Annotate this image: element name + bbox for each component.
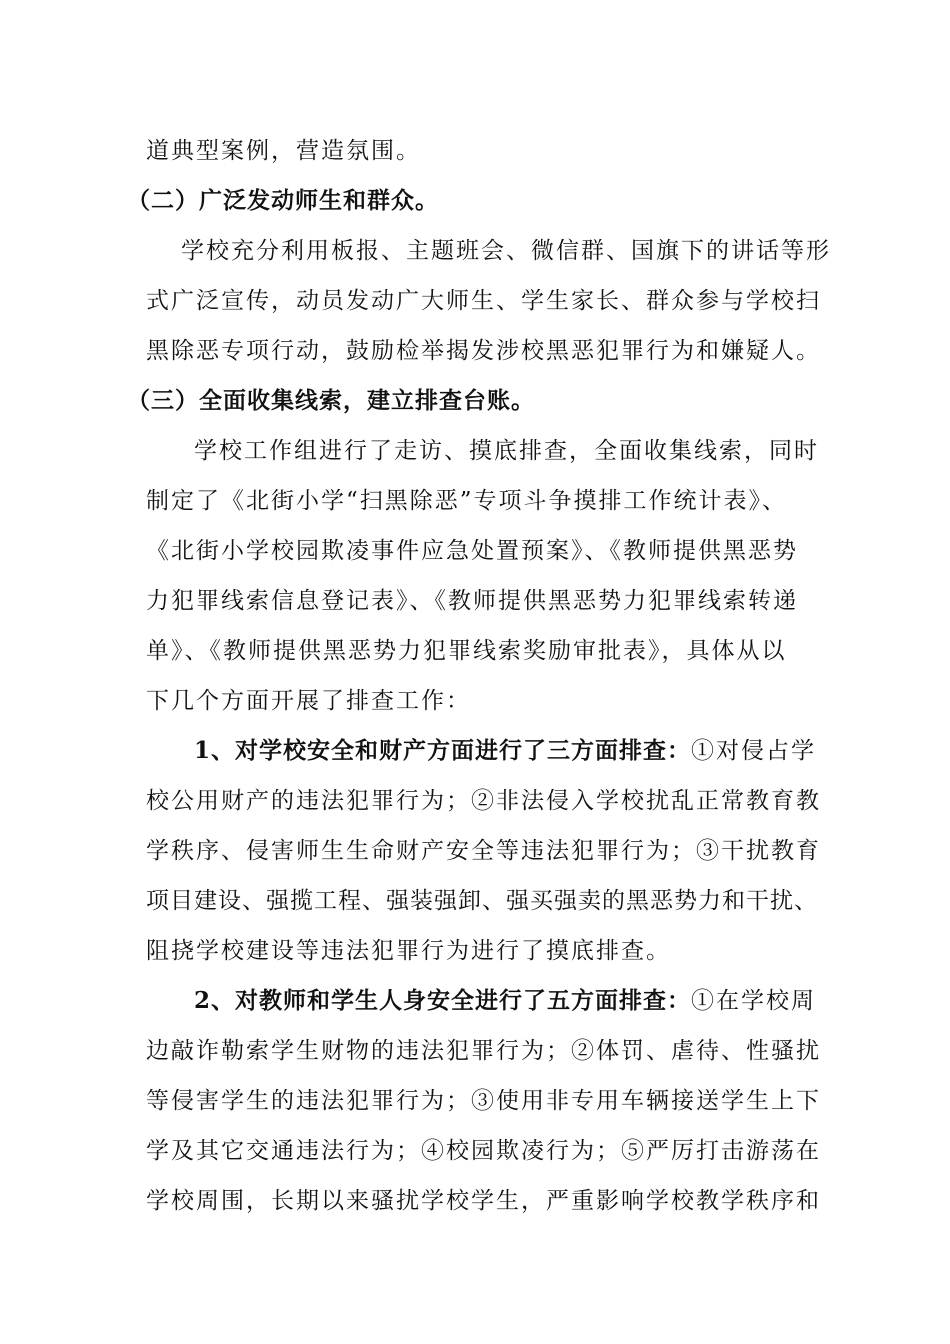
item-2-text: ①在学校周 [691,988,817,1014]
paragraph-line: 项目建设、强揽工程、强装强卸、强买强卖的黑恶势力和干扰、 [146,888,818,914]
item-2-line [194,986,816,1016]
paragraph-line: 下几个方面开展了排查工作： [146,688,471,714]
paragraph-line: 黑除恶专项行动，鼓励检举揭发涉校黑恶犯罪行为和嫌疑人。 [146,338,821,364]
paragraph-line: 单》、《教师提供黑恶势力犯罪线索奖励审批表》，具体从以 [146,638,787,664]
paragraph-line: 学校工作组进行了走访、摸底排查，全面收集线索，同时 [194,438,819,464]
paragraph-line: 阻挠学校建设等违法犯罪行为进行了摸底排查。 [146,938,671,964]
paragraph-line: 学校周围，长期以来骚扰学校学生，严重影响学校教学秩序和 [146,1188,821,1214]
item-1-text: ①对侵占学 [691,738,817,764]
paragraph-line: 《北街小学校园欺凌事件应急处置预案》、《教师提供黑恶势 [146,538,798,564]
paragraph-line: 学及其它交通违法行为；④校园欺凌行为；⑤严厉打击游荡在 [146,1138,821,1164]
item-2-heading: 2、对教师和学生人身安全进行了五方面排查： [194,987,692,1014]
paragraph-line: 等侵害学生的违法犯罪行为；③使用非专用车辆接送学生上下 [146,1088,821,1114]
paragraph-line: 学秩序、侵害师生生命财产安全等违法犯罪行为；③干扰教育 [146,838,821,864]
item-1-heading: 1、对学校安全和财产方面进行了三方面排查： [194,737,692,764]
paragraph-line: 式广泛宣传，动员发动广大师生、学生家长、群众参与学校扫 [146,288,821,314]
paragraph-line: 制定了《北街小学“扫黑除恶”专项斗争摸排工作统计表》、 [146,488,788,514]
section-heading-3: （三）全面收集线索，建立排查台账。 [127,387,535,414]
item-1-line [194,736,816,766]
paragraph-line: 力犯罪线索信息登记表》、《教师提供黑恶势力犯罪线索转递 [146,588,798,614]
paragraph-line: 学校充分利用板报、主题班会、微信群、国旗下的讲话等形 [181,238,831,264]
section-heading-2: （二）广泛发动师生和群众。 [127,187,439,214]
paragraph-line: 边敲诈勒索学生财物的违法犯罪行为；②体罚、虐待、性骚扰 [146,1038,821,1064]
paragraph-line: 道典型案例，营造氛围。 [146,138,421,164]
paragraph-line: 校公用财产的违法犯罪行为；②非法侵入学校扰乱正常教育教 [146,788,821,814]
